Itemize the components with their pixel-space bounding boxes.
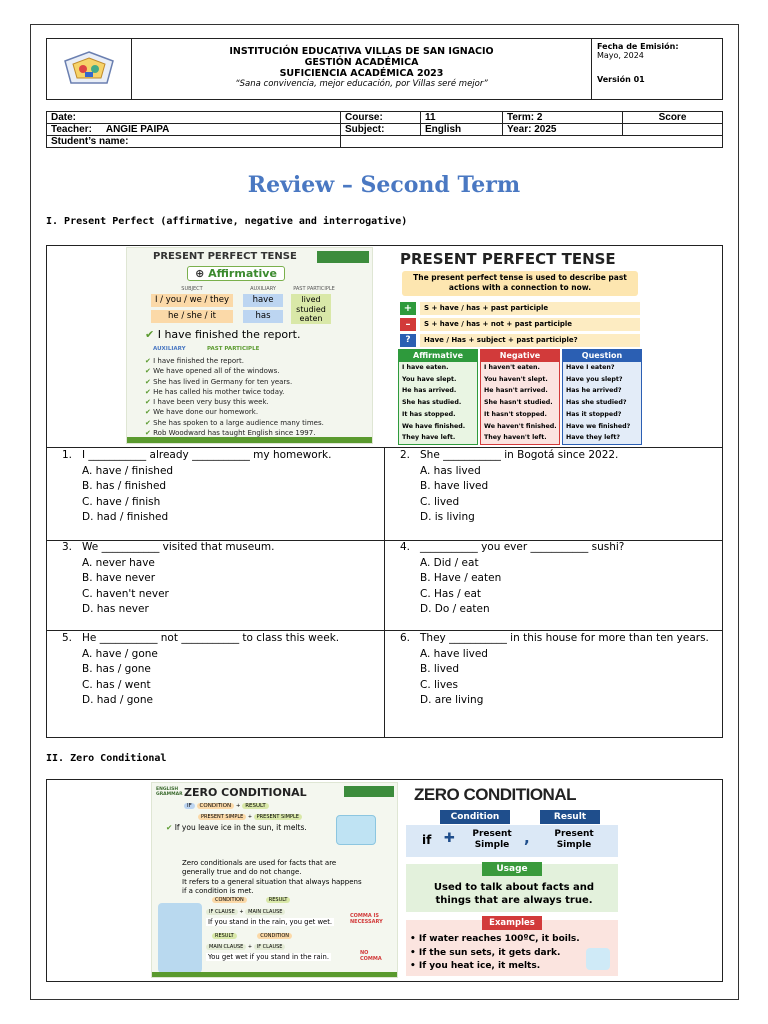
neg-example: They haven't left.	[484, 434, 547, 442]
que-example: Have you slept?	[566, 375, 623, 383]
year-label: Year: 2025	[503, 124, 623, 136]
subject-value: English	[421, 124, 503, 136]
affirmative-label: ⊕ Affirmative	[187, 266, 285, 281]
usage-panel	[406, 864, 618, 912]
poster-footer-bar	[127, 437, 373, 443]
formula-affirmative: S + have / has + past participle	[420, 302, 640, 315]
pp-header: PAST PARTICIPLE	[293, 286, 335, 292]
document-header	[46, 38, 723, 100]
student-name-field[interactable]	[341, 136, 723, 148]
negative-column	[480, 349, 560, 445]
aff-example: He has arrived.	[402, 387, 457, 395]
example-sentence: ✔ I have finished the report.	[145, 357, 244, 365]
option-a[interactable]: A. have / gone	[82, 647, 158, 660]
clause-row-2: MAIN CLAUSE + IF CLAUSE	[206, 944, 285, 950]
aff-example: She has studied.	[402, 399, 462, 407]
ice-example: ✔ If you leave ice in the sun, it melts.	[166, 823, 307, 832]
school-logo	[47, 39, 132, 99]
affirmative-list	[399, 362, 477, 444]
has-cell: has	[243, 310, 283, 323]
auxiliary-header: AUXILIARY	[250, 286, 276, 292]
description-2: It refers to a general situation that always happens if a condition is met.	[182, 878, 362, 895]
teacher-name: ANGIE PAIPA	[105, 124, 170, 135]
negative-list	[481, 362, 559, 444]
aff-example: They have left.	[402, 434, 456, 442]
question-stem: I ___________ already ___________ my homework.	[82, 449, 332, 461]
question-stem: We ___________ visited that museum.	[82, 541, 275, 553]
option-d[interactable]: D. are living	[420, 694, 484, 706]
plus-icon: +	[400, 302, 416, 315]
present-simple-1: Present Simple	[472, 829, 512, 850]
question-1	[52, 448, 378, 526]
teacher-cell	[47, 124, 341, 136]
zero-conditional-poster-summary	[404, 782, 620, 978]
option-a[interactable]: A. never have	[82, 556, 155, 569]
example-sentence: ✔ We have opened all of the windows.	[145, 367, 280, 376]
present-perfect-poster-table	[396, 247, 644, 446]
if-word: if	[422, 833, 432, 847]
question-number: 3.	[61, 541, 72, 553]
example-item: • If you heat ice, it melts.	[410, 961, 541, 971]
option-c[interactable]: C. has / went	[82, 678, 151, 691]
option-d[interactable]: D. had / gone	[82, 694, 153, 706]
subject-label: Subject:	[341, 124, 421, 136]
examples-panel	[406, 920, 618, 976]
question-stem: He ___________ not ___________ to class this week.	[82, 632, 340, 644]
question-number: 4.	[399, 541, 410, 553]
option-c[interactable]: C. Has / eat	[420, 587, 482, 600]
formula-negative: S + have / has + not + past participle	[420, 318, 640, 331]
affirmative-column	[398, 349, 478, 445]
question-number: 5.	[61, 632, 72, 644]
present-simple-2: Present Simple	[554, 829, 594, 850]
usage-text: Used to talk about facts and things that are always true.	[433, 882, 595, 906]
section-2-heading: II. Zero Conditional	[46, 753, 167, 764]
que-example: Have I eaten?	[566, 364, 615, 371]
school-motto: “Sana convivencia, mejor educación, por Villas seré mejor”	[235, 79, 488, 89]
past-participle-cell: lived studied eaten	[291, 294, 331, 324]
woodward-logo	[344, 786, 394, 797]
issue-date-label: Fecha de Emisión:	[597, 42, 679, 51]
question-number: 6.	[399, 632, 410, 644]
no-comma-note: NO COMMA	[360, 950, 382, 962]
date-field[interactable]: Date:	[47, 112, 341, 124]
comma-example: If you stand in the rain, you get wet.	[208, 918, 333, 926]
comma-note: COMMA IS NECESSARY	[350, 913, 383, 925]
poster-title: ZERO CONDITIONAL	[414, 785, 576, 804]
que-example: Has he arrived?	[566, 387, 622, 395]
usage-description: The present perfect tense is used to describe past actions with a connection to now.	[402, 271, 638, 296]
question-number: 2.	[399, 449, 410, 461]
subject-row-2: he / she / it	[151, 310, 233, 323]
score-cell[interactable]	[623, 124, 723, 136]
affirmative-header: Affirmative	[399, 350, 477, 362]
option-c[interactable]: C. lives	[420, 678, 458, 691]
teacher-label: Teacher:	[51, 124, 92, 135]
neg-example: It hasn't stopped.	[484, 410, 547, 418]
option-c[interactable]: C. lived	[420, 495, 460, 508]
aff-example: We have finished.	[402, 422, 466, 430]
ice-cube-icon	[586, 948, 610, 970]
column-divider	[384, 447, 385, 738]
description-1: Zero conditionals are used for facts that are generally true and do not change.	[182, 859, 337, 876]
subject-row-1: I / you / we / they	[151, 294, 233, 307]
neg-example: She hasn't studied.	[484, 399, 553, 407]
que-example: Has it stopped?	[566, 410, 622, 418]
neg-example: He hasn't arrived.	[484, 387, 548, 395]
student-info-table	[46, 111, 723, 148]
option-b[interactable]: B. has / gone	[82, 663, 151, 675]
option-a[interactable]: A. have / finished	[82, 464, 174, 477]
issue-date-value: Mayo, 2024	[597, 51, 644, 60]
option-c[interactable]: C. have / finish	[82, 495, 161, 508]
option-a[interactable]: A. have lived	[420, 647, 488, 660]
student-name-label: Student’s name:	[47, 136, 341, 148]
page-title: Review – Second Term	[247, 172, 521, 198]
option-a[interactable]: A. has lived	[420, 464, 481, 477]
school-name: INSTITUCIÓN EDUCATIVA VILLAS DE SAN IGNACIO	[229, 46, 494, 57]
option-d[interactable]: D. had / finished	[82, 511, 169, 523]
main-example	[145, 328, 301, 341]
document-name: SUFICIENCIA ACADÉMICA 2023	[279, 68, 444, 79]
example-sentence: ✔ I have been very busy this week.	[145, 398, 269, 407]
plus-icon: ✚	[444, 831, 455, 846]
clause-labels-2: RESULT CONDITION	[212, 933, 292, 939]
formula-panel	[406, 825, 618, 857]
option-b[interactable]: B. have never	[82, 572, 156, 584]
have-cell: have	[243, 294, 283, 307]
option-b[interactable]: B. Have / eaten	[420, 572, 502, 584]
question-number: 1.	[61, 449, 72, 461]
option-c[interactable]: C. haven't never	[82, 587, 169, 600]
option-b[interactable]: B. have lived	[420, 480, 489, 492]
minus-icon: –	[400, 318, 416, 331]
clause-row-1: IF CLAUSE + MAIN CLAUSE	[206, 909, 285, 915]
question-stem: They ___________ in this house for more than ten years.	[420, 632, 709, 644]
formula-question: Have / Has + subject + past participle?	[420, 334, 640, 347]
question-3	[52, 540, 378, 618]
term-label: Term: 2	[503, 112, 623, 124]
poster-title: PRESENT PERFECT TENSE	[153, 251, 297, 262]
example-list	[145, 356, 324, 438]
option-d[interactable]: D. Do / eaten	[420, 603, 490, 615]
question-5	[52, 631, 378, 709]
question-2	[390, 448, 716, 526]
main-example-text: I have finished the report.	[157, 328, 301, 341]
neg-example: We haven't finished.	[484, 422, 557, 430]
condition-header: Condition	[440, 810, 510, 824]
aff-example: You have slept.	[402, 375, 457, 383]
question-header: Question	[563, 350, 641, 362]
version-label: Versión 01	[597, 75, 645, 84]
score-label: Score	[623, 112, 723, 124]
question-column	[562, 349, 642, 445]
rain-man-image	[158, 903, 202, 973]
clause-labels-1: CONDITION RESULT	[212, 897, 290, 903]
formula-row: IF CONDITION + RESULT	[184, 803, 269, 809]
poster-title: PRESENT PERFECT TENSE	[400, 250, 616, 268]
aff-example: It has stopped.	[402, 410, 456, 418]
examples-list	[410, 933, 580, 974]
present-perfect-poster-affirmative	[126, 247, 373, 444]
neg-example: You haven't slept.	[484, 375, 548, 383]
poster-footer-bar	[152, 972, 398, 977]
question-icon: ?	[400, 334, 416, 347]
question-list	[563, 362, 641, 444]
example-item: • If water reaches 100ºC, it boils.	[410, 934, 580, 944]
subject-header: SUBJECT	[181, 286, 203, 292]
course-value: 11	[421, 112, 503, 124]
examples-header: Examples	[482, 916, 542, 930]
department: GESTIÓN ACADÉMICA	[304, 57, 419, 68]
section-1-heading: I. Present Perfect (affirmative, negative and interrogative)	[46, 216, 408, 227]
result-header: Result	[540, 810, 600, 824]
woodward-logo	[317, 251, 369, 263]
course-label: Course:	[341, 112, 421, 124]
question-stem: ___________ you ever ___________ sushi?	[420, 541, 625, 553]
aff-example: I have eaten.	[402, 364, 449, 371]
affirmative-text: Affirmative	[208, 267, 277, 280]
example-sentence: ✔ She has spoken to a large audience many times.	[145, 418, 324, 427]
question-stem: She ___________ in Bogotá since 2022.	[420, 449, 619, 461]
example-sentence: ✔ He has called his mother twice today.	[145, 387, 285, 396]
option-d[interactable]: D. is living	[420, 511, 475, 523]
que-example: Have we finished?	[566, 422, 631, 430]
question-4	[390, 540, 716, 618]
que-example: Has she studied?	[566, 399, 627, 407]
option-b[interactable]: B. has / finished	[82, 480, 167, 492]
negative-header: Negative	[481, 350, 559, 362]
usage-header: Usage	[482, 862, 542, 876]
option-d[interactable]: D. has never	[82, 603, 149, 615]
tense-row: PRESENT SIMPLE + PRESENT SIMPLE	[198, 814, 302, 820]
example-sentence: ✔ We have done our homework.	[145, 408, 259, 417]
no-comma-example: You get wet if you stand in the rain.	[208, 953, 329, 961]
ice-cube-image	[336, 815, 376, 845]
option-b[interactable]: B. lived	[420, 663, 460, 675]
grammar-tag: ENGLISH GRAMMAR	[156, 787, 183, 797]
example-sentence: ✔ She has lived in Germany for ten years.	[145, 377, 293, 386]
comma-icon: ,	[524, 829, 530, 847]
question-6	[390, 631, 716, 709]
poster-title: ZERO CONDITIONAL	[184, 786, 307, 799]
neg-example: I haven't eaten.	[484, 364, 540, 371]
example-sentence: ✔ Rob Woodward has taught English since 1997.	[145, 429, 316, 438]
zero-conditional-poster-diagram	[151, 782, 398, 978]
check-icon: ✔	[145, 328, 155, 341]
example-item: • If the sun sets, it gets dark.	[410, 947, 561, 958]
que-example: Have they left?	[566, 434, 620, 442]
pp-arrow-label: PAST PARTICIPLE	[207, 346, 260, 352]
aux-arrow-label: AUXILIARY	[153, 346, 186, 352]
option-a[interactable]: A. Did / eat	[420, 556, 479, 569]
